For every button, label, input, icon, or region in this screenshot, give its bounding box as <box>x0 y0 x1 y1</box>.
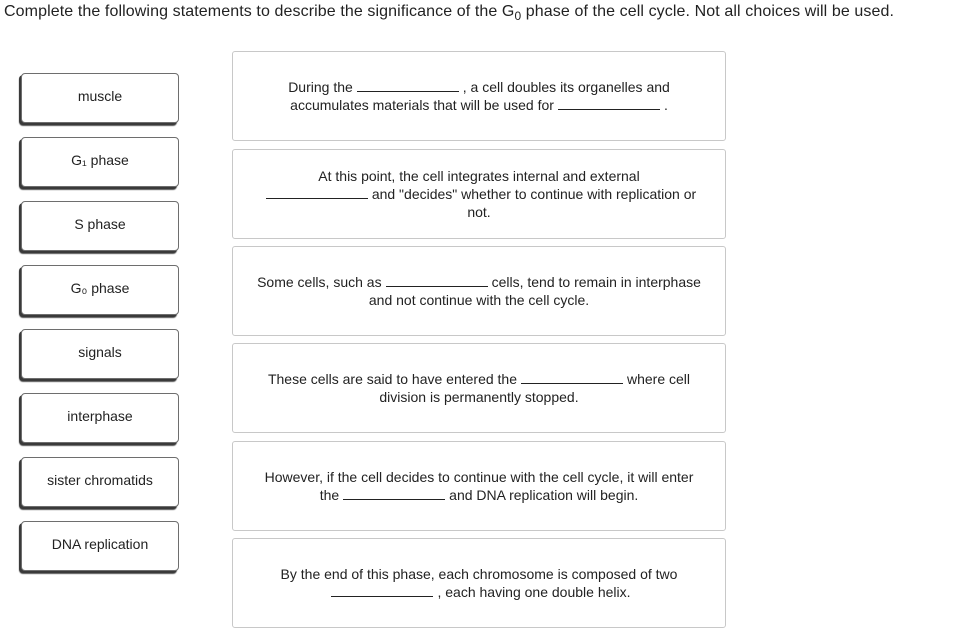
instructions-subscript: 0 <box>514 9 522 24</box>
statement-text: cells, tend to remain in interphase and not continue with the cell cycle. <box>368 274 701 308</box>
choice-g0-phase[interactable] <box>21 265 179 315</box>
drop-blank-1a[interactable] <box>357 79 459 92</box>
statement-6 <box>232 538 726 628</box>
drop-blank-3[interactable] <box>386 274 488 287</box>
drop-blank-2[interactable] <box>266 186 368 199</box>
choice-interphase[interactable] <box>21 393 179 443</box>
statement-text: , a cell doubles its organelles and accumulates materials that will be used for <box>290 79 670 113</box>
choice-label: muscle <box>77 88 123 104</box>
statement-text: . <box>663 97 668 113</box>
statement-2 <box>232 149 726 239</box>
drop-blank-1b[interactable] <box>558 97 660 110</box>
choice-signals[interactable] <box>21 329 179 379</box>
choice-label: sister chromatids <box>47 472 153 488</box>
instructions-after: phase of the cell cycle. Not all choices will be used. <box>521 3 895 20</box>
drop-blank-5[interactable] <box>343 487 445 500</box>
instructions-text <box>4 3 962 23</box>
choice-label: signals <box>78 344 122 360</box>
choice-g1-phase[interactable] <box>21 137 179 187</box>
statement-text: These cells are said to have entered the <box>267 371 517 387</box>
choice-label: G₀ phase <box>70 280 130 296</box>
statement-3 <box>232 246 726 336</box>
statement-text: , each having one double helix. <box>437 584 631 600</box>
choice-label: S phase <box>74 216 126 232</box>
choice-s-phase[interactable] <box>21 201 179 251</box>
statement-text: At this point, the cell integrates internal and external <box>318 168 640 184</box>
statement-text: where cell division is permanently stopped. <box>379 371 691 405</box>
statement-5 <box>232 441 726 531</box>
statement-text: During the <box>288 79 353 95</box>
choice-sister-chromatids[interactable] <box>21 457 179 507</box>
statement-4 <box>232 343 726 433</box>
statement-text: and "decides" whether to continue with replication or not. <box>371 186 697 220</box>
statement-text: By the end of this phase, each chromosome is composed of two <box>280 566 678 582</box>
choice-muscle[interactable] <box>21 73 179 123</box>
statement-text: and DNA replication will begin. <box>449 487 639 503</box>
choice-label: DNA replication <box>51 536 149 552</box>
choice-label: G₁ phase <box>71 152 129 168</box>
choice-dna-replication[interactable] <box>21 521 179 571</box>
instructions-before: Complete the following statements to describe the significance of the G <box>4 3 515 20</box>
statement-text: Some cells, such as <box>257 274 382 290</box>
drop-blank-4[interactable] <box>521 371 623 384</box>
statement-1 <box>232 51 726 141</box>
drop-blank-6[interactable] <box>331 584 433 597</box>
statement-text: However, if the cell decides to continue with the cell cycle, it will enter the <box>264 469 694 503</box>
choice-label: interphase <box>67 408 133 424</box>
